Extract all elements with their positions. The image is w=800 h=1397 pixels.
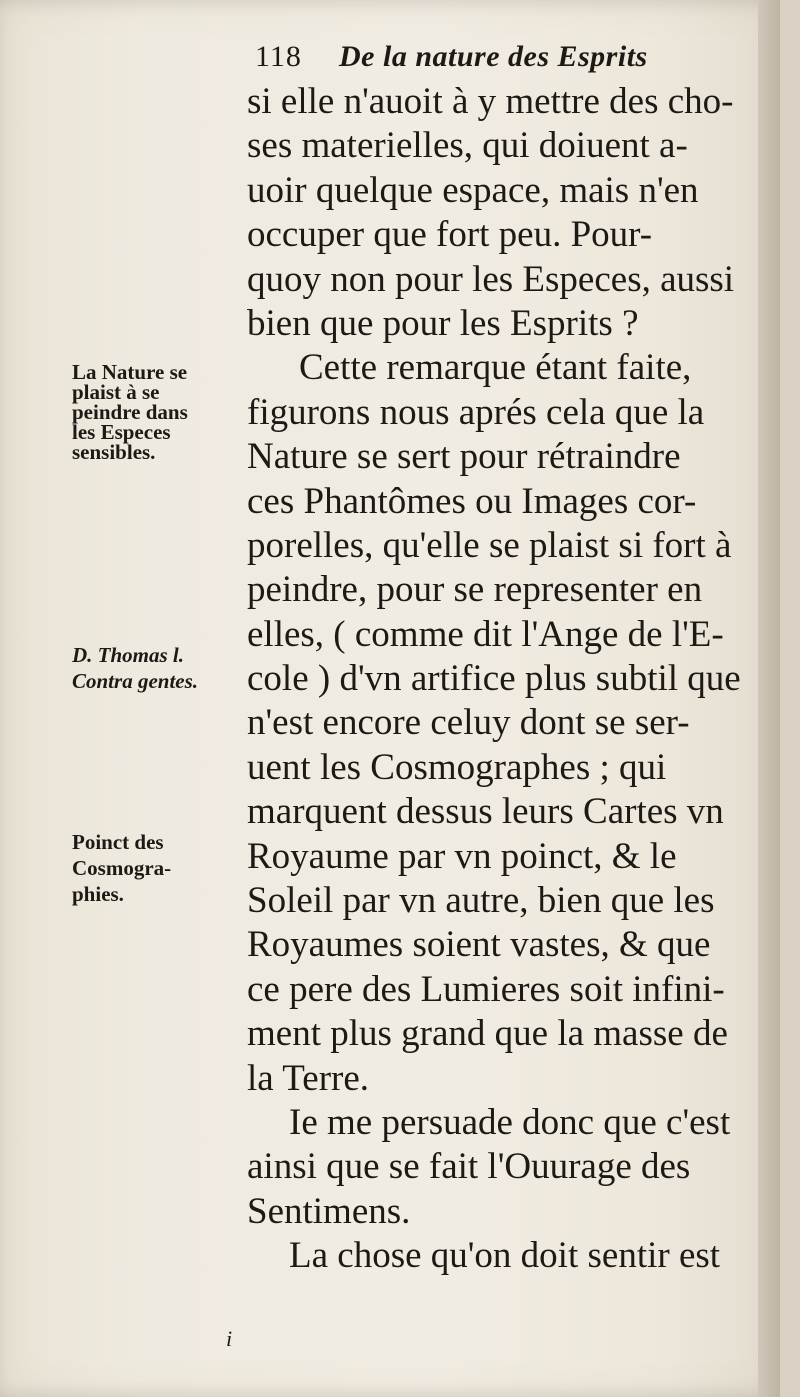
main-text xyxy=(247,80,767,1279)
text-line: Soleil par vn autre, bien que les xyxy=(247,880,715,922)
text-line: porelles, qu'elle se plaist si fort à xyxy=(247,524,732,566)
text-line: uent les Cosmographes ; qui xyxy=(247,746,667,788)
text-line: la Terre. xyxy=(247,1057,370,1099)
text-line: figurons nous aprés cela que la xyxy=(247,391,705,433)
margin-note-line: sensibles. xyxy=(72,440,156,464)
text-line: quoy non pour les Especes, aussi xyxy=(247,258,735,300)
text-line: n'est encore celuy dont se ser- xyxy=(247,702,690,744)
text-line: Royaume par vn poinct, & le xyxy=(247,835,677,877)
signature-mark: i xyxy=(226,1326,233,1351)
text-line: Sentimens. xyxy=(247,1190,411,1232)
text-line: ainsi que se fait l'Ouurage des xyxy=(247,1146,691,1188)
text-line: La chose qu'on doit sentir est xyxy=(289,1235,721,1277)
text-line: ces Phantômes ou Images cor- xyxy=(247,480,697,522)
text-line: peindre, pour se representer en xyxy=(247,569,703,611)
text-line: ment plus grand que la masse de xyxy=(247,1013,728,1055)
margin-note-line: phies. xyxy=(72,882,124,906)
text-line: Nature se sert pour rétraindre xyxy=(247,436,681,478)
text-line: elles, ( comme dit l'Ange de l'E- xyxy=(247,613,724,655)
text-line: cole ) d'vn artifice plus subtil que xyxy=(247,658,741,700)
margin-note-line: La Nature se xyxy=(72,360,188,384)
text-line: Cette remarque étant faite, xyxy=(299,347,692,389)
margin-note-line: D. Thomas l. xyxy=(72,643,185,667)
text-line: Royaumes soient vastes, & que xyxy=(247,924,711,966)
margin-note-line: Poinct des xyxy=(72,830,164,854)
page-number: 118 xyxy=(255,40,302,73)
text-line: occuper que fort peu. Pour- xyxy=(247,214,653,256)
margin-note-line: Cosmogra- xyxy=(72,856,172,880)
margin-note-line: plaist à se xyxy=(72,380,160,404)
text-line: uoir quelque espace, mais n'en xyxy=(247,169,699,211)
text-line: ce pere des Lumieres soit infini- xyxy=(247,968,725,1010)
running-header xyxy=(255,40,775,84)
margin-note-thomas xyxy=(72,645,252,691)
margin-note-poinct xyxy=(72,832,252,904)
margin-note-line: peindre dans xyxy=(72,400,188,424)
text-line: ses materielles, qui doiuent a- xyxy=(247,125,688,167)
margin-note-line: les Especes xyxy=(72,420,171,444)
text-line: si elle n'auoit à y mettre des cho- xyxy=(247,81,734,122)
margin-note-nature xyxy=(72,362,252,462)
text-line: bien que pour les Esprits ? xyxy=(247,302,639,344)
running-title: De la nature des Esprits xyxy=(339,40,648,73)
text-line: marquent dessus leurs Cartes vn xyxy=(247,791,724,833)
text-line: Ie me persuade donc que c'est xyxy=(289,1101,731,1143)
margin-note-line: Contra gentes. xyxy=(72,669,199,693)
